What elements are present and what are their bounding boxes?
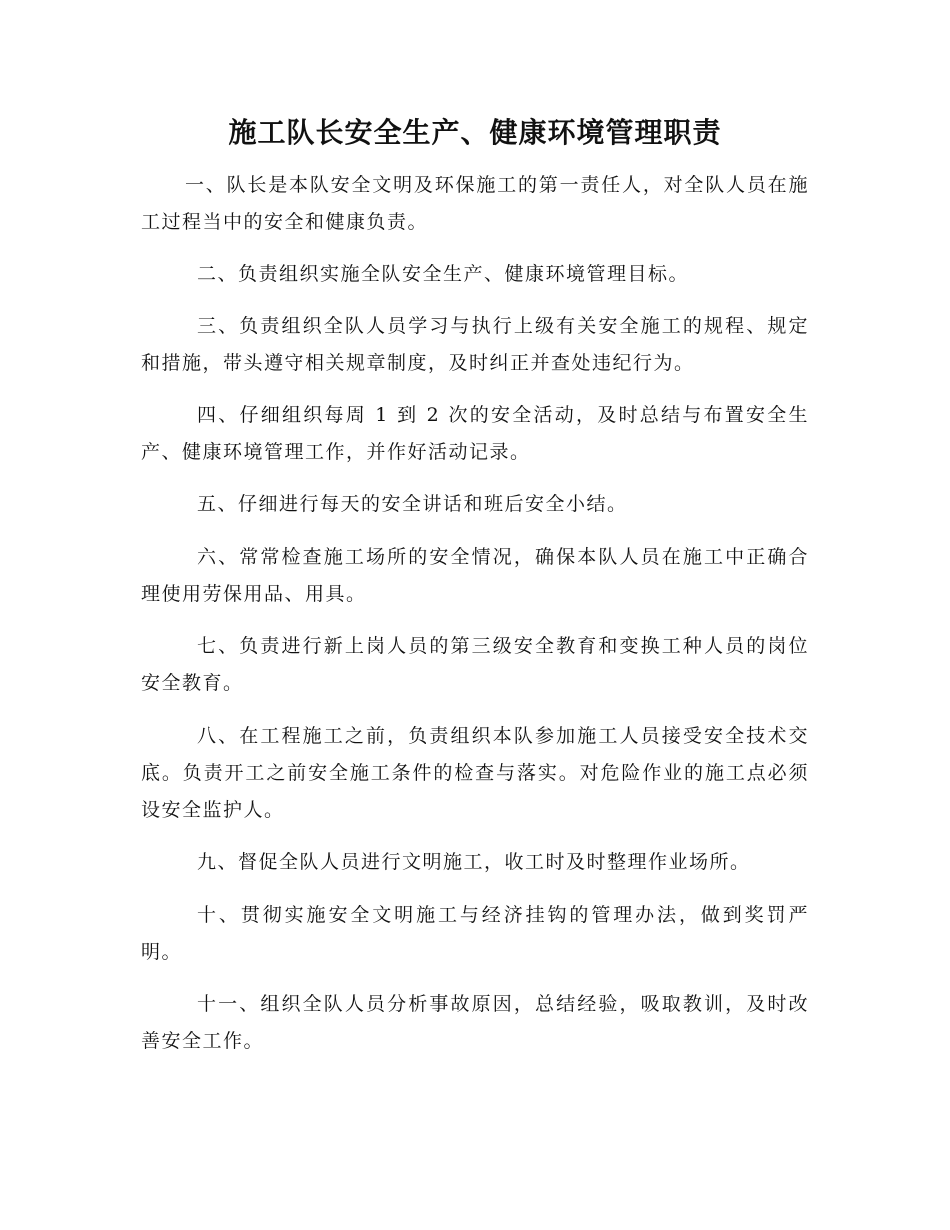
document-title: 施工队长安全生产、健康环境管理职责 [228, 116, 722, 149]
paragraph-5: 五、仔细进行每天的安全讲话和班后安全小结。 [197, 493, 628, 515]
paragraph-9: 九、督促全队人员进行文明施工，收工时及时整理作业场所。 [197, 851, 751, 873]
paragraph-3: 三、负责组织全队人员学习与执行上级有关安全施工的规程、规定和措施，带头遵守相关规章制度，及时纠正并查处违纪行为。 [141, 315, 809, 374]
paragraph-4: 四、仔细组织每周 1 到 2 次的安全活动，及时总结与布置安全生产、健康环境管理工作，并作好活动记录。 [141, 404, 809, 463]
paragraph-10: 十、贯彻实施安全文明施工与经济挂钩的管理办法，做到奖罚严明。 [141, 904, 809, 963]
paragraph-7: 七、负责进行新上岗人员的第三级安全教育和变换工种人员的岗位安全教育。 [141, 635, 809, 694]
paragraph-6: 六、常常检查施工场所的安全情况，确保本队人员在施工中正确合理使用劳保用品、用具。 [141, 546, 809, 605]
paragraph-8: 八、在工程施工之前，负责组织本队参加施工人员接受安全技术交底。负责开工之前安全施工条件的检查与落实。对危险作业的施工点必须设安全监护人。 [141, 725, 809, 821]
paragraph-11: 十一、组织全队人员分析事故原因，总结经验，吸取教训，及时改善安全工作。 [141, 993, 809, 1052]
paragraph-1: 一、队长是本队安全文明及环保施工的第一责任人，对全队人员在施工过程当中的安全和健康负责。 [141, 174, 809, 233]
paragraph-2: 二、负责组织实施全队安全生产、健康环境管理目标。 [197, 263, 690, 285]
